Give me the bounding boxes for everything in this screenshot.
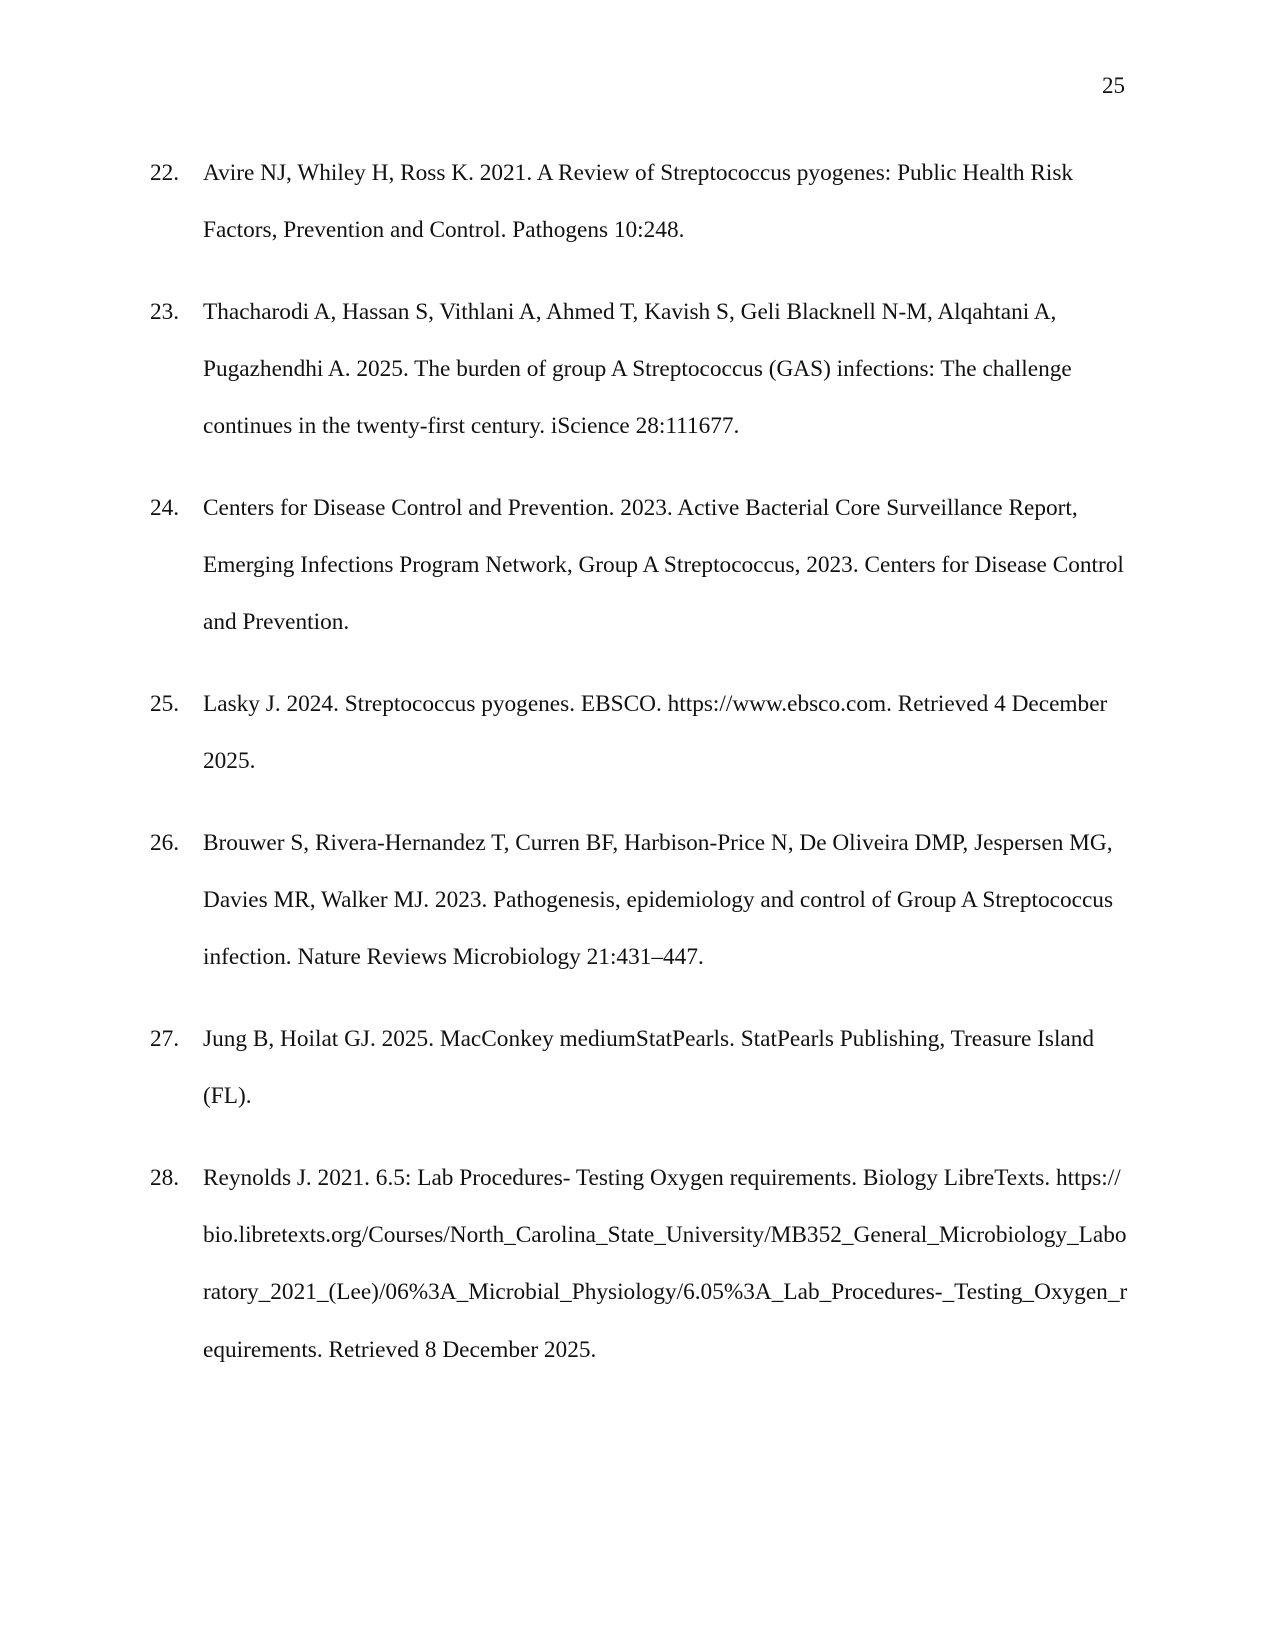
- reference-item: [150, 480, 1132, 652]
- reference-item: [150, 815, 1132, 987]
- reference-number: 24.: [150, 495, 180, 522]
- reference-number: 25.: [150, 691, 180, 718]
- reference-item: [150, 284, 1132, 456]
- reference-text: Thacharodi A, Hassan S, Vithlani A, Ahmed T, Kavish S, Geli Blacknell N-M, Alqahtani A, Pugazhendhi A. 2025. The burden of group A Streptococcus (GAS) infections: The challenge continues in the twenty-first century. iScience 28:111677.: [203, 298, 1072, 440]
- reference-text: Lasky J. 2024. Streptococcus pyogenes. EBSCO. https://www.ebsco.com. Retrieved 4 December 2025.: [203, 691, 1108, 775]
- reference-number: 23.: [150, 298, 180, 325]
- page-number: 25: [1102, 73, 1125, 98]
- reference-list: [150, 145, 1132, 1403]
- reference-item: [150, 1011, 1132, 1125]
- reference-text: Jung B, Hoilat GJ. 2025. MacConkey mediumStatPearls. StatPearls Publishing, Treasure Island (FL).: [203, 1026, 1095, 1110]
- reference-text: Centers for Disease Control and Prevention. 2023. Active Bacterial Core Surveillance Report, Emerging Infections Program Network, Group A Streptococcus, 2023. Centers for Disease Control and Prevention.: [203, 495, 1124, 636]
- reference-text: Avire NJ, Whiley H, Ross K. 2021. A Review of Streptococcus pyogenes: Public Health Risk Factors, Prevention and Control. Pathogens 10:248.: [203, 160, 1074, 244]
- reference-number: 27.: [150, 1026, 180, 1053]
- reference-text: Brouwer S, Rivera-Hernandez T, Curren BF, Harbison-Price N, De Oliveira DMP, Jespersen MG, Davies MR, Walker MJ. 2023. Pathogenesis, epidemiology and control of Group A Streptococcus infection. Nature Reviews Microbiology 21:431–447.: [203, 830, 1114, 971]
- reference-text: Reynolds J. 2021. 6.5: Lab Procedures- Testing Oxygen requirements. Biology LibreTexts. https://bio.libretexts.org/Courses/North_Carolina_State_University/MB352_General_Microbiology_Laboratory_2021_(Lee)/06%3A_Microbial_Physiology/6.05%3A_Lab_Procedures-_Testing_Oxygen_requirements. Retrieved 8 December 2025.: [203, 1165, 1128, 1363]
- reference-number: 26.: [150, 830, 180, 857]
- reference-number: 28.: [150, 1165, 180, 1192]
- reference-item: [150, 145, 1132, 259]
- reference-number: 22.: [150, 160, 180, 186]
- reference-item: [150, 1150, 1132, 1379]
- reference-item: [150, 676, 1132, 790]
